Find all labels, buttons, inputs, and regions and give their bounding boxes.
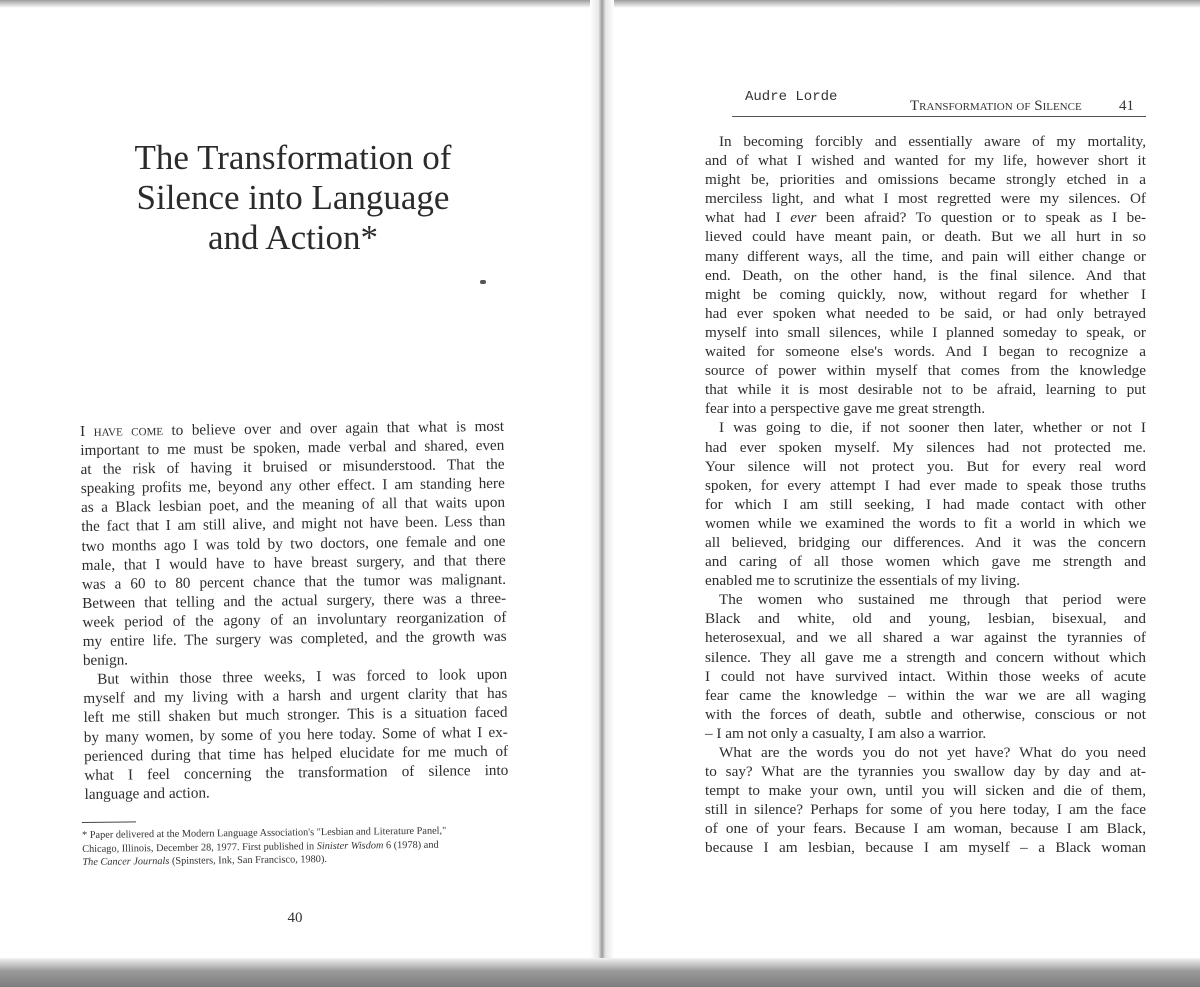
text-line: and caring of all those women which gave me strength and	[705, 553, 1146, 571]
text-line: to say? What are the tyrannies you swallow day by day and at-	[705, 763, 1146, 781]
text-line: for which I am still seeking, I had made contact with other	[705, 495, 1146, 513]
journal-title: Sinister Wisdom	[316, 839, 384, 852]
text-line: enabled me to scrutinize the essentials of my living.	[705, 572, 1021, 590]
text-line: that while it is most desirable not to be afraid, learning to put	[705, 381, 1146, 399]
text-line: fear into a perspective gave me great strength.	[705, 400, 985, 418]
text-line: because I am lesbian, because I am myself – a Black woman	[705, 839, 1146, 857]
footnote-rule	[82, 821, 136, 823]
emphasis-ever: ever	[790, 209, 817, 227]
text-line: spoken, for every attempt I had ever made to speak those truths	[705, 476, 1146, 494]
scan-bottom-shadow	[0, 958, 1200, 987]
footnote-line: Chicago, Illinois, December 28, 1977. First published in Sinister Wisdom 6 (1978) and	[82, 839, 439, 855]
book-gutter	[590, 0, 614, 987]
text-line: silence. They all gave me a strength and concern without which	[705, 648, 1146, 666]
text-line: was a 60 to 80 percent chance that the tumor was malignant.	[81, 570, 507, 593]
text-line: and of what I wished and wanted for my life, however short it	[705, 152, 1146, 170]
text-line: what I feel concerning the transformation of silence into	[84, 761, 509, 784]
text-line: two months ago I was told by two doctors, one female and one	[81, 532, 506, 555]
text-line: perienced during that time has helped elucidate for me much of	[83, 742, 509, 765]
text-line: at the risk of having it bruised or misunderstood. That the	[80, 456, 505, 479]
right-body-text	[705, 132, 1146, 858]
text-line: end. Death, on the other hand, is the final silence. And that	[705, 266, 1146, 284]
text-line: – I am not only a casualty, I am also a warrior.	[705, 724, 987, 742]
text-line: I was going to die, if not sooner then later, whether or not I	[719, 419, 1146, 437]
text-line: language and action.	[84, 784, 210, 803]
chapter-title-line: The Transformation of	[134, 138, 452, 177]
left-body-text	[80, 417, 509, 804]
text-line: myself and my living with a harsh and urgent clarity that has	[83, 685, 508, 708]
text-line: all believed, bridging our differences. And it was the concern	[705, 533, 1146, 551]
text-line: might be, priorities and omissions became strongly etched in a	[705, 171, 1146, 189]
text-line: Your silence will not protect you. But for every real word	[705, 457, 1146, 475]
header-rule	[732, 116, 1146, 117]
page-number: 41	[1119, 98, 1134, 114]
text-line: important to me must be spoken, made verbal and shared, even	[80, 436, 505, 460]
chapter-title-line: and Action*	[207, 218, 379, 257]
text-line: left me still shaken but much stronger. This is a situation faced	[83, 704, 508, 727]
right-page	[614, 0, 1200, 958]
text-line: what had I ever been afraid? To question or to speak as I be-	[705, 209, 1146, 227]
text-line: tempt to make your own, until you will sicken and die of them,	[705, 782, 1146, 800]
text-line: Black and white, old and young, lesbian, bisexual, and	[705, 610, 1146, 628]
text-line: as a Black lesbian poet, and the meaning of all that waits upon	[80, 494, 506, 517]
footnote-line: The Cancer Journals (Spinsters, Ink, San Francisco, 1980).	[82, 854, 328, 869]
left-page	[0, 0, 590, 958]
text-line: In becoming forcibly and essentially aware of my mortality,	[719, 133, 1146, 150]
text-line: fear came the knowledge – within the war we are all waging	[705, 686, 1146, 704]
book-title: The Cancer Journals	[82, 856, 170, 869]
text-line: benign.	[82, 651, 129, 670]
text-line: the fact that I am still alive, and might not have been. Less than	[81, 513, 506, 536]
text-line: of one of your fears. Because I am woman, because I am Black,	[705, 820, 1146, 838]
footnote-line: * Paper delivered at the Modern Language Association's "Lesbian and Literature Panel,"	[82, 825, 447, 841]
text-line: lieved could have meant pain, or death. But we all hurt in so	[705, 228, 1146, 246]
chapter-title	[76, 138, 510, 258]
text-line: The women who sustained me through that period were	[719, 591, 1146, 609]
text-line: But within those three weeks, I was forced to look upon	[97, 666, 508, 689]
text-line: waited for someone else's words. And I began to recognize a	[705, 343, 1146, 361]
text-line: still in silence? Perhaps for some of you here today, I am the face	[705, 801, 1146, 819]
text-line: speaking profits me, beyond any other effect. I am standing here	[80, 475, 505, 498]
text-line: male, that I would have to have breast surgery, and that there	[81, 551, 506, 574]
running-header-author: Audre Lorde	[745, 89, 838, 105]
text-line: heterosexual, and we all shared a war against the tyrannies of	[705, 629, 1146, 647]
text-line: I have come to believe over and over again that what is most	[80, 417, 505, 440]
text-line: Between that telling and the actual surgery, there was a three-	[82, 589, 507, 612]
text-line: myself into small silences, while I planned someday to speak, or	[705, 323, 1146, 341]
text-line: many different ways, all the time, and pain will either change or	[705, 247, 1146, 265]
text-line: merciless light, and what I most regretted were my silences. Of	[705, 190, 1146, 208]
text-line: source of power within myself that comes from the knowledge	[705, 362, 1146, 380]
text-line: my entire life. The surgery was completed, and the growth was	[82, 627, 507, 651]
chapter-title-line: Silence into Language	[136, 178, 450, 217]
text-line: might be coming quickly, now, without regard for whether I	[705, 285, 1146, 303]
text-line: had ever spoken myself. My silences had not protected me.	[705, 438, 1146, 456]
text-line: had ever spoken what needed to be said, or had only betrayed	[705, 304, 1146, 322]
ink-speck	[480, 280, 486, 284]
footnote	[82, 824, 512, 870]
text-line: What are the words you do not yet have? What do you need	[719, 744, 1146, 761]
text-line: week period of the agony of an involuntary reorganization of	[82, 608, 507, 631]
text-line: by many women, by some of you here today. Some of what I ex-	[83, 723, 508, 746]
text-line: I could not have survived intact. Within those weeks of acute	[705, 667, 1146, 685]
opening-small-caps: I have come	[80, 421, 164, 440]
page-number: 40	[287, 910, 303, 926]
text-line: with the forces of death, subtle and otherwise, conscious or not	[705, 705, 1146, 723]
text-line: women while we examined the words to fit a world in which we	[705, 514, 1146, 532]
running-header-title: Transformation of Silence	[910, 98, 1082, 114]
